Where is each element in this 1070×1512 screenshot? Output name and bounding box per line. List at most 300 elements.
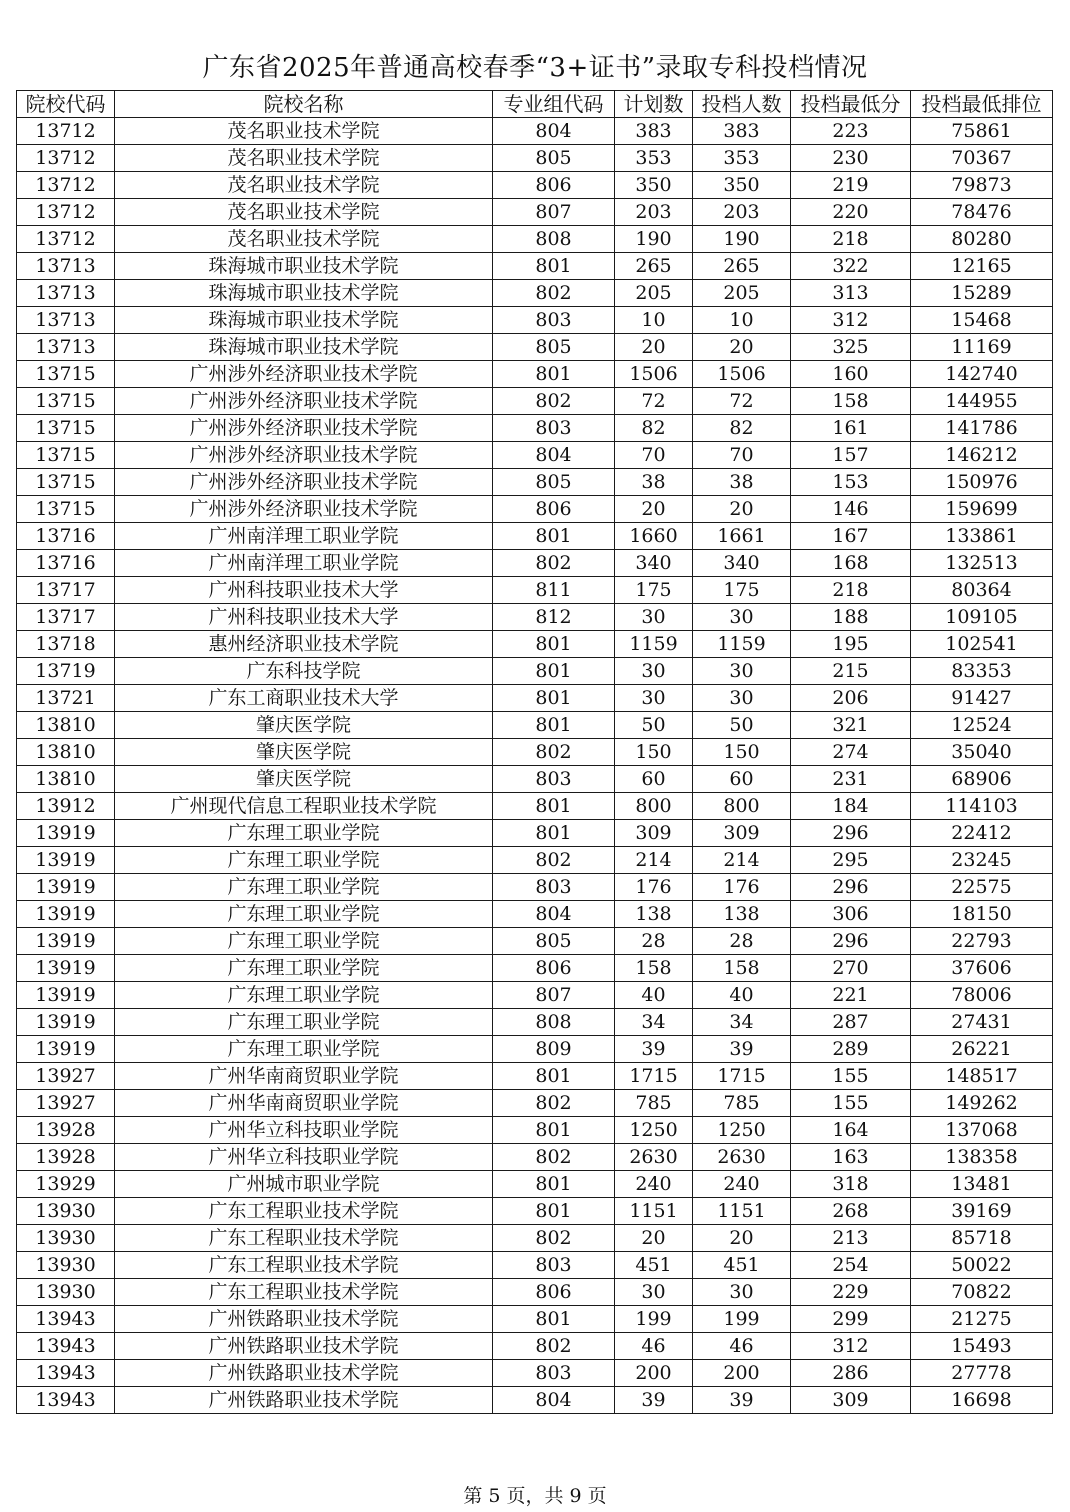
school-name-cell: 茂名职业技术学院	[115, 145, 493, 172]
group-code-cell: 801	[493, 253, 615, 280]
school-code-cell: 13715	[17, 496, 115, 523]
min-rank-cell: 11169	[911, 334, 1053, 361]
table-row	[17, 1117, 1053, 1144]
table-row	[17, 199, 1053, 226]
group-code-cell: 801	[493, 631, 615, 658]
plan-count-cell: 30	[615, 1279, 693, 1306]
plan-count-cell: 20	[615, 1225, 693, 1252]
min-rank-cell: 80280	[911, 226, 1053, 253]
group-code-cell: 804	[493, 901, 615, 928]
school-code-cell: 13715	[17, 415, 115, 442]
min-rank-cell: 85718	[911, 1225, 1053, 1252]
school-code-cell: 13930	[17, 1252, 115, 1279]
plan-count-cell: 176	[615, 874, 693, 901]
table-row	[17, 1198, 1053, 1225]
school-code-cell: 13943	[17, 1333, 115, 1360]
group-code-cell: 801	[493, 1171, 615, 1198]
min-score-cell: 213	[791, 1225, 911, 1252]
admitted-count-cell: 2630	[693, 1144, 791, 1171]
school-name-cell: 惠州经济职业技术学院	[115, 631, 493, 658]
table-row	[17, 1144, 1053, 1171]
min-score-cell: 312	[791, 1333, 911, 1360]
table-row	[17, 928, 1053, 955]
plan-count-cell: 1159	[615, 631, 693, 658]
min-score-cell: 231	[791, 766, 911, 793]
admitted-count-cell: 60	[693, 766, 791, 793]
group-code-cell: 808	[493, 1009, 615, 1036]
min-rank-cell: 22793	[911, 928, 1053, 955]
school-name-cell: 珠海城市职业技术学院	[115, 334, 493, 361]
table-row	[17, 901, 1053, 928]
plan-count-cell: 451	[615, 1252, 693, 1279]
school-code-cell: 13919	[17, 982, 115, 1009]
school-code-cell: 13930	[17, 1225, 115, 1252]
admitted-count-cell: 199	[693, 1306, 791, 1333]
plan-count-cell: 34	[615, 1009, 693, 1036]
school-code-cell: 13712	[17, 172, 115, 199]
school-name-cell: 广州铁路职业技术学院	[115, 1333, 493, 1360]
plan-count-cell: 1151	[615, 1198, 693, 1225]
admitted-count-cell: 240	[693, 1171, 791, 1198]
school-code-cell: 13715	[17, 469, 115, 496]
table-row	[17, 280, 1053, 307]
plan-count-cell: 1506	[615, 361, 693, 388]
table-row	[17, 1306, 1053, 1333]
table-row	[17, 118, 1053, 145]
plan-count-cell: 158	[615, 955, 693, 982]
school-code-cell: 13927	[17, 1063, 115, 1090]
group-code-cell: 802	[493, 1090, 615, 1117]
admitted-count-cell: 200	[693, 1360, 791, 1387]
plan-count-cell: 309	[615, 820, 693, 847]
table-row	[17, 604, 1053, 631]
min-rank-cell: 83353	[911, 658, 1053, 685]
min-score-cell: 220	[791, 199, 911, 226]
admitted-count-cell: 72	[693, 388, 791, 415]
min-rank-cell: 37606	[911, 955, 1053, 982]
school-name-cell: 广东理工职业学院	[115, 901, 493, 928]
school-name-cell: 广州铁路职业技术学院	[115, 1306, 493, 1333]
group-code-cell: 801	[493, 1198, 615, 1225]
school-code-cell: 13712	[17, 226, 115, 253]
plan-count-cell: 82	[615, 415, 693, 442]
admitted-count-cell: 203	[693, 199, 791, 226]
school-name-cell: 广州华南商贸职业学院	[115, 1063, 493, 1090]
table-row	[17, 1036, 1053, 1063]
group-code-cell: 806	[493, 955, 615, 982]
min-rank-cell: 146212	[911, 442, 1053, 469]
group-code-cell: 802	[493, 388, 615, 415]
min-rank-cell: 50022	[911, 1252, 1053, 1279]
plan-count-cell: 1250	[615, 1117, 693, 1144]
admitted-count-cell: 150	[693, 739, 791, 766]
group-code-cell: 804	[493, 442, 615, 469]
group-code-cell: 802	[493, 550, 615, 577]
admitted-count-cell: 309	[693, 820, 791, 847]
school-code-cell: 13943	[17, 1387, 115, 1414]
group-code-cell: 801	[493, 658, 615, 685]
min-score-cell: 309	[791, 1387, 911, 1414]
plan-count-cell: 200	[615, 1360, 693, 1387]
group-code-cell: 801	[493, 793, 615, 820]
group-code-cell: 808	[493, 226, 615, 253]
header-row	[17, 91, 1053, 118]
school-code-cell: 13717	[17, 577, 115, 604]
table-row	[17, 1171, 1053, 1198]
admitted-count-cell: 28	[693, 928, 791, 955]
table-row	[17, 685, 1053, 712]
plan-count-cell: 30	[615, 685, 693, 712]
school-name-cell: 肇庆医学院	[115, 766, 493, 793]
admitted-count-cell: 46	[693, 1333, 791, 1360]
plan-count-cell: 70	[615, 442, 693, 469]
min-score-cell: 195	[791, 631, 911, 658]
table-row	[17, 1063, 1053, 1090]
plan-count-cell: 353	[615, 145, 693, 172]
min-rank-cell: 141786	[911, 415, 1053, 442]
table-row	[17, 415, 1053, 442]
group-code-cell: 801	[493, 1063, 615, 1090]
group-code-cell: 802	[493, 847, 615, 874]
admitted-count-cell: 214	[693, 847, 791, 874]
school-name-cell: 广东工程职业技术学院	[115, 1225, 493, 1252]
group-code-cell: 803	[493, 1360, 615, 1387]
school-name-cell: 珠海城市职业技术学院	[115, 307, 493, 334]
min-rank-cell: 80364	[911, 577, 1053, 604]
table-row	[17, 847, 1053, 874]
school-code-cell: 13919	[17, 1036, 115, 1063]
min-rank-cell: 23245	[911, 847, 1053, 874]
group-code-cell: 802	[493, 1333, 615, 1360]
table-row	[17, 523, 1053, 550]
admitted-count-cell: 205	[693, 280, 791, 307]
min-score-cell: 286	[791, 1360, 911, 1387]
min-rank-cell: 15468	[911, 307, 1053, 334]
school-name-cell: 广东理工职业学院	[115, 847, 493, 874]
plan-count-cell: 30	[615, 604, 693, 631]
admitted-count-cell: 39	[693, 1387, 791, 1414]
min-score-cell: 313	[791, 280, 911, 307]
min-rank-cell: 142740	[911, 361, 1053, 388]
plan-count-cell: 20	[615, 334, 693, 361]
table-body	[17, 118, 1053, 1414]
school-code-cell: 13810	[17, 739, 115, 766]
min-rank-cell: 70822	[911, 1279, 1053, 1306]
group-code-cell: 807	[493, 199, 615, 226]
min-rank-cell: 150976	[911, 469, 1053, 496]
school-name-cell: 广东理工职业学院	[115, 1036, 493, 1063]
table-row	[17, 712, 1053, 739]
school-code-cell: 13943	[17, 1306, 115, 1333]
min-rank-cell: 12524	[911, 712, 1053, 739]
page-title: 广东省2025年普通高校春季“3+证书”录取专科投档情况	[202, 53, 868, 83]
school-name-cell: 广州华立科技职业学院	[115, 1117, 493, 1144]
table-row	[17, 496, 1053, 523]
school-name-cell: 广州科技职业技术大学	[115, 604, 493, 631]
school-code-cell: 13713	[17, 280, 115, 307]
plan-count-cell: 46	[615, 1333, 693, 1360]
school-code-cell: 13943	[17, 1360, 115, 1387]
school-code-cell: 13927	[17, 1090, 115, 1117]
school-code-cell: 13712	[17, 118, 115, 145]
admitted-count-cell: 39	[693, 1036, 791, 1063]
school-name-cell: 广州涉外经济职业技术学院	[115, 496, 493, 523]
school-code-cell: 13919	[17, 928, 115, 955]
school-code-cell: 13919	[17, 820, 115, 847]
admitted-count-cell: 785	[693, 1090, 791, 1117]
min-rank-cell: 133861	[911, 523, 1053, 550]
min-rank-cell: 78006	[911, 982, 1053, 1009]
min-score-cell: 318	[791, 1171, 911, 1198]
school-code-cell: 13929	[17, 1171, 115, 1198]
group-code-cell: 803	[493, 307, 615, 334]
plan-count-cell: 50	[615, 712, 693, 739]
table-row	[17, 793, 1053, 820]
table-row	[17, 1225, 1053, 1252]
table-row	[17, 1360, 1053, 1387]
school-name-cell: 广东工程职业技术学院	[115, 1252, 493, 1279]
admitted-count-cell: 1661	[693, 523, 791, 550]
min-score-cell: 153	[791, 469, 911, 496]
admitted-count-cell: 158	[693, 955, 791, 982]
min-score-cell: 268	[791, 1198, 911, 1225]
min-rank-cell: 22412	[911, 820, 1053, 847]
admitted-count-cell: 350	[693, 172, 791, 199]
school-name-cell: 广州涉外经济职业技术学院	[115, 442, 493, 469]
plan-count-cell: 214	[615, 847, 693, 874]
school-name-cell: 茂名职业技术学院	[115, 199, 493, 226]
group-code-cell: 811	[493, 577, 615, 604]
plan-count-cell: 199	[615, 1306, 693, 1333]
school-name-cell: 广州铁路职业技术学院	[115, 1387, 493, 1414]
header-group-code: 专业组代码	[493, 91, 615, 118]
group-code-cell: 801	[493, 685, 615, 712]
plan-count-cell: 10	[615, 307, 693, 334]
group-code-cell: 801	[493, 1117, 615, 1144]
group-code-cell: 804	[493, 1387, 615, 1414]
min-rank-cell: 91427	[911, 685, 1053, 712]
group-code-cell: 801	[493, 1306, 615, 1333]
min-score-cell: 155	[791, 1090, 911, 1117]
admitted-count-cell: 176	[693, 874, 791, 901]
min-score-cell: 322	[791, 253, 911, 280]
group-code-cell: 802	[493, 280, 615, 307]
school-name-cell: 广州科技职业技术大学	[115, 577, 493, 604]
school-name-cell: 茂名职业技术学院	[115, 226, 493, 253]
group-code-cell: 801	[493, 820, 615, 847]
header-admitted-count: 投档人数	[693, 91, 791, 118]
group-code-cell: 802	[493, 739, 615, 766]
group-code-cell: 803	[493, 415, 615, 442]
plan-count-cell: 2630	[615, 1144, 693, 1171]
admitted-count-cell: 1159	[693, 631, 791, 658]
header-school-name: 院校名称	[115, 91, 493, 118]
min-rank-cell: 18150	[911, 901, 1053, 928]
plan-count-cell: 60	[615, 766, 693, 793]
table-row	[17, 766, 1053, 793]
plan-count-cell: 800	[615, 793, 693, 820]
min-score-cell: 296	[791, 928, 911, 955]
admitted-count-cell: 138	[693, 901, 791, 928]
school-code-cell: 13716	[17, 550, 115, 577]
plan-count-cell: 72	[615, 388, 693, 415]
min-score-cell: 164	[791, 1117, 911, 1144]
min-rank-cell: 79873	[911, 172, 1053, 199]
plan-count-cell: 138	[615, 901, 693, 928]
school-name-cell: 广州涉外经济职业技术学院	[115, 388, 493, 415]
min-score-cell: 188	[791, 604, 911, 631]
admitted-count-cell: 1506	[693, 361, 791, 388]
plan-count-cell: 38	[615, 469, 693, 496]
plan-count-cell: 383	[615, 118, 693, 145]
school-name-cell: 珠海城市职业技术学院	[115, 253, 493, 280]
group-code-cell: 801	[493, 361, 615, 388]
min-score-cell: 146	[791, 496, 911, 523]
group-code-cell: 805	[493, 928, 615, 955]
group-code-cell: 801	[493, 712, 615, 739]
min-score-cell: 184	[791, 793, 911, 820]
school-code-cell: 13715	[17, 388, 115, 415]
admitted-count-cell: 1250	[693, 1117, 791, 1144]
table-row	[17, 658, 1053, 685]
plan-count-cell: 205	[615, 280, 693, 307]
min-rank-cell: 144955	[911, 388, 1053, 415]
min-score-cell: 230	[791, 145, 911, 172]
min-rank-cell: 15493	[911, 1333, 1053, 1360]
group-code-cell: 806	[493, 172, 615, 199]
min-rank-cell: 138358	[911, 1144, 1053, 1171]
school-code-cell: 13930	[17, 1198, 115, 1225]
plan-count-cell: 340	[615, 550, 693, 577]
group-code-cell: 812	[493, 604, 615, 631]
plan-count-cell: 20	[615, 496, 693, 523]
admitted-count-cell: 353	[693, 145, 791, 172]
admitted-count-cell: 40	[693, 982, 791, 1009]
school-name-cell: 广东科技学院	[115, 658, 493, 685]
min-score-cell: 223	[791, 118, 911, 145]
school-code-cell: 13810	[17, 712, 115, 739]
min-score-cell: 321	[791, 712, 911, 739]
school-code-cell: 13919	[17, 1009, 115, 1036]
min-score-cell: 160	[791, 361, 911, 388]
min-score-cell: 163	[791, 1144, 911, 1171]
min-rank-cell: 114103	[911, 793, 1053, 820]
min-score-cell: 219	[791, 172, 911, 199]
admitted-count-cell: 383	[693, 118, 791, 145]
table-row	[17, 1252, 1053, 1279]
school-name-cell: 广州城市职业学院	[115, 1171, 493, 1198]
min-score-cell: 221	[791, 982, 911, 1009]
min-score-cell: 312	[791, 307, 911, 334]
admitted-count-cell: 30	[693, 1279, 791, 1306]
school-code-cell: 13712	[17, 199, 115, 226]
school-name-cell: 肇庆医学院	[115, 739, 493, 766]
group-code-cell: 805	[493, 334, 615, 361]
min-score-cell: 161	[791, 415, 911, 442]
plan-count-cell: 150	[615, 739, 693, 766]
min-rank-cell: 78476	[911, 199, 1053, 226]
min-score-cell: 155	[791, 1063, 911, 1090]
school-name-cell: 茂名职业技术学院	[115, 172, 493, 199]
admitted-count-cell: 82	[693, 415, 791, 442]
table-row	[17, 253, 1053, 280]
table-row	[17, 820, 1053, 847]
admitted-count-cell: 20	[693, 496, 791, 523]
min-score-cell: 158	[791, 388, 911, 415]
school-code-cell: 13715	[17, 442, 115, 469]
admitted-count-cell: 30	[693, 604, 791, 631]
school-name-cell: 广州涉外经济职业技术学院	[115, 415, 493, 442]
min-rank-cell: 132513	[911, 550, 1053, 577]
school-code-cell: 13716	[17, 523, 115, 550]
group-code-cell: 802	[493, 1225, 615, 1252]
school-name-cell: 广州华南商贸职业学院	[115, 1090, 493, 1117]
plan-count-cell: 350	[615, 172, 693, 199]
school-name-cell: 广州铁路职业技术学院	[115, 1360, 493, 1387]
min-rank-cell: 26221	[911, 1036, 1053, 1063]
school-name-cell: 广东理工职业学院	[115, 820, 493, 847]
school-code-cell: 13810	[17, 766, 115, 793]
school-name-cell: 广东理工职业学院	[115, 955, 493, 982]
table-row	[17, 307, 1053, 334]
table-row	[17, 361, 1053, 388]
min-score-cell: 206	[791, 685, 911, 712]
min-score-cell: 289	[791, 1036, 911, 1063]
school-name-cell: 广州涉外经济职业技术学院	[115, 469, 493, 496]
school-code-cell: 13919	[17, 874, 115, 901]
school-name-cell: 广州南洋理工职业学院	[115, 523, 493, 550]
school-code-cell: 13712	[17, 145, 115, 172]
admitted-count-cell: 30	[693, 685, 791, 712]
school-code-cell: 13717	[17, 604, 115, 631]
admitted-count-cell: 38	[693, 469, 791, 496]
min-rank-cell: 13481	[911, 1171, 1053, 1198]
school-name-cell: 广州南洋理工职业学院	[115, 550, 493, 577]
table-row	[17, 1279, 1053, 1306]
min-score-cell: 229	[791, 1279, 911, 1306]
school-code-cell: 13919	[17, 955, 115, 982]
min-rank-cell: 12165	[911, 253, 1053, 280]
table-row	[17, 1009, 1053, 1036]
group-code-cell: 804	[493, 118, 615, 145]
school-code-cell: 13930	[17, 1279, 115, 1306]
group-code-cell: 806	[493, 1279, 615, 1306]
plan-count-cell: 265	[615, 253, 693, 280]
group-code-cell: 805	[493, 469, 615, 496]
table-row	[17, 550, 1053, 577]
min-rank-cell: 68906	[911, 766, 1053, 793]
school-name-cell: 广东理工职业学院	[115, 1009, 493, 1036]
group-code-cell: 802	[493, 1144, 615, 1171]
plan-count-cell: 39	[615, 1387, 693, 1414]
group-code-cell: 801	[493, 523, 615, 550]
table-row	[17, 442, 1053, 469]
plan-count-cell: 240	[615, 1171, 693, 1198]
min-rank-cell: 21275	[911, 1306, 1053, 1333]
school-code-cell: 13713	[17, 307, 115, 334]
group-code-cell: 803	[493, 766, 615, 793]
min-rank-cell: 70367	[911, 145, 1053, 172]
min-rank-cell: 35040	[911, 739, 1053, 766]
min-rank-cell: 15289	[911, 280, 1053, 307]
school-code-cell: 13713	[17, 334, 115, 361]
admitted-count-cell: 1715	[693, 1063, 791, 1090]
table-row	[17, 982, 1053, 1009]
min-rank-cell: 109105	[911, 604, 1053, 631]
min-score-cell: 157	[791, 442, 911, 469]
school-code-cell: 13919	[17, 847, 115, 874]
school-name-cell: 广州华立科技职业学院	[115, 1144, 493, 1171]
